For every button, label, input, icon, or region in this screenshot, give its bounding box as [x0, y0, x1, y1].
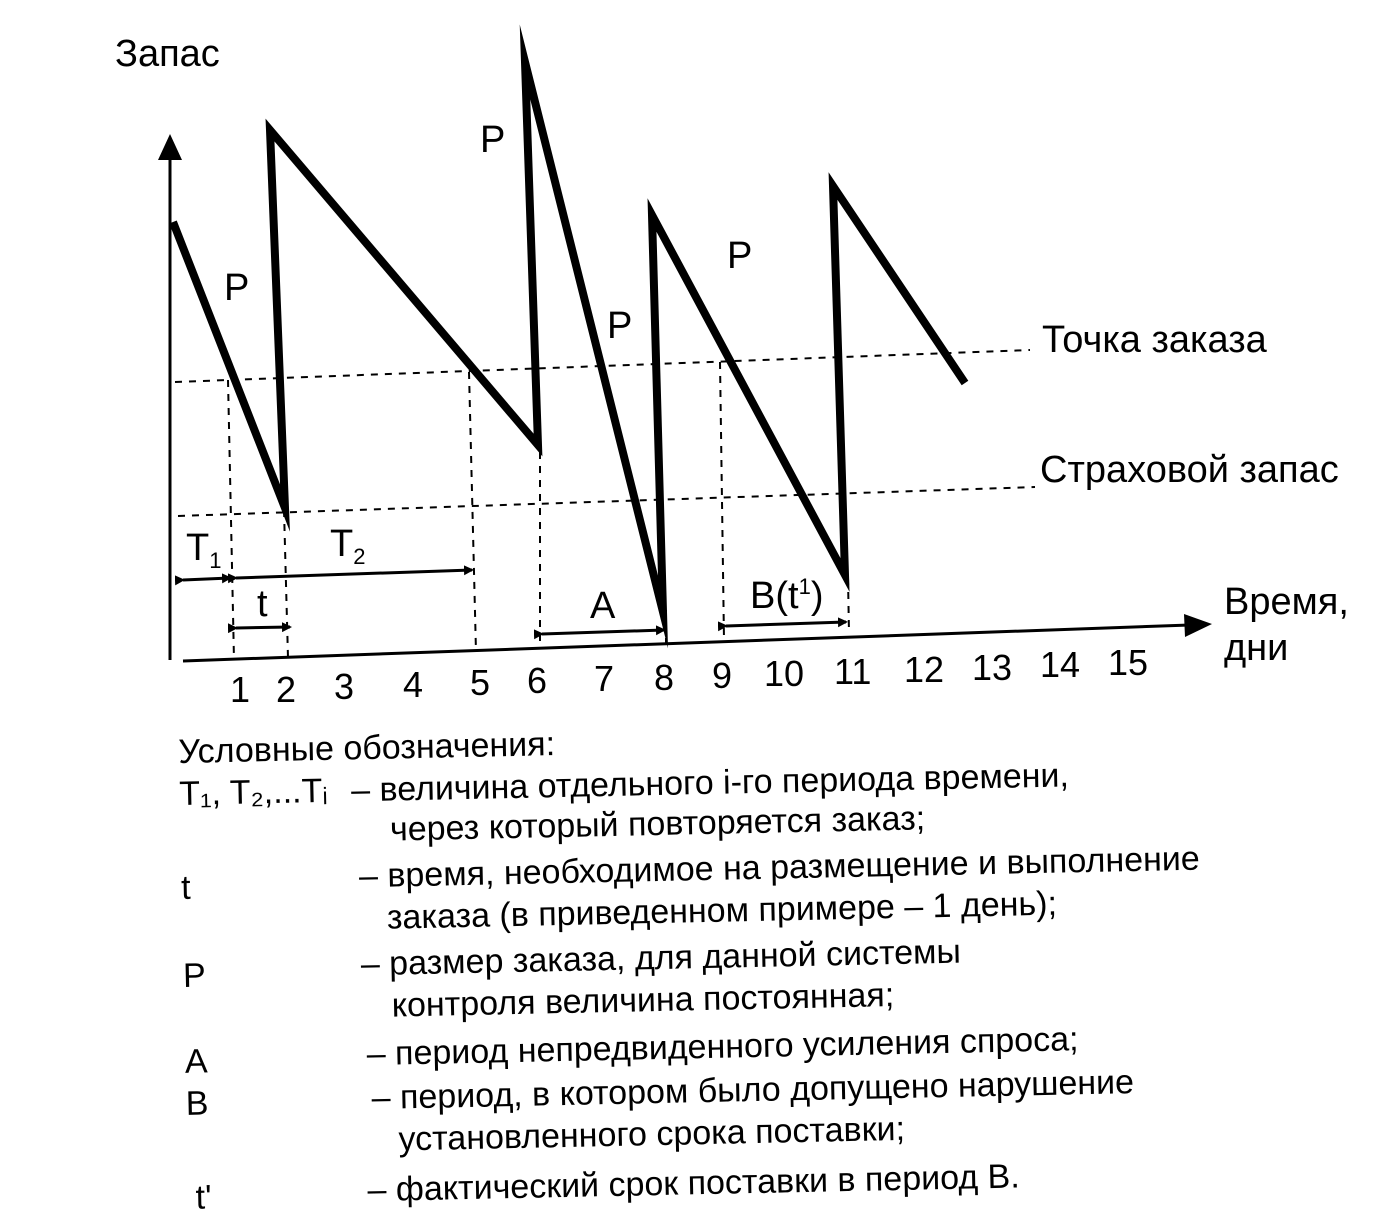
- period-a-label: A: [590, 585, 616, 627]
- x-tick-label: 9: [712, 655, 733, 696]
- x-tick-label: 1: [230, 669, 251, 710]
- lead-time-label: t: [257, 583, 268, 625]
- legend-text-cont: заказа (в приведенном примере – 1 день);: [386, 884, 1058, 937]
- safety-stock-line: [178, 487, 1035, 516]
- x-tick-label: 3: [334, 666, 355, 707]
- legend-text: – время, необходимое на размещение и выполнение: [358, 839, 1201, 896]
- x-tick-label: 4: [403, 664, 424, 705]
- x-tick-label: 15: [1108, 642, 1149, 683]
- y-axis-label: Запас: [115, 33, 220, 75]
- x-axis: [183, 625, 1190, 661]
- x-tick-label: 14: [1040, 644, 1081, 685]
- legend-symbol: T₁, T₂,...Tᵢ: [178, 771, 328, 813]
- period-t2-label: $T_2$: [330, 523, 366, 569]
- x-tick-label: 8: [654, 657, 675, 698]
- period-t1-label: $T_1$: [186, 527, 222, 573]
- x-axis-arrow-icon: [1184, 614, 1212, 637]
- order-size-label: P: [607, 305, 633, 347]
- legend-text-cont: установленного срока поставки;: [398, 1109, 906, 1159]
- safety-stock-label: Страховой запас: [1040, 449, 1339, 491]
- order-size-label: P: [224, 267, 250, 309]
- x-tick-label: 13: [972, 647, 1013, 688]
- legend-text: – период непредвиденного усиления спроса;: [366, 1020, 1079, 1074]
- legend-text-cont: контроля величина постоянная;: [391, 976, 895, 1025]
- x-tick-label: 11: [834, 651, 872, 692]
- y-axis-arrow-icon: [158, 134, 182, 160]
- legend-symbol: t': [195, 1178, 213, 1217]
- x-tick-label: 10: [764, 653, 805, 694]
- legend-text: – период, в котором было допущено нарушение: [371, 1063, 1135, 1118]
- order-size-label: P: [480, 119, 506, 161]
- reorder-point-label: Точка заказа: [1042, 319, 1267, 361]
- x-tick-label: 6: [527, 660, 548, 701]
- legend-text: – величина отдельного i-го периода времени,: [350, 756, 1070, 810]
- x-tick-label: 7: [594, 658, 615, 699]
- inventory-curve: [173, 62, 965, 612]
- legend-text-cont: через который повторяется заказ;: [389, 799, 926, 849]
- period-b-label: $B(t^1)$: [750, 574, 824, 617]
- x-axis-label-line2: дни: [1224, 627, 1289, 669]
- legend-text: – размер заказа, для данной системы: [360, 932, 962, 984]
- x-tick-labels: [230, 642, 1148, 710]
- legend-text: – фактический срок поставки в период B.: [367, 1157, 1021, 1210]
- legend-title: Условные обозначения:: [177, 725, 556, 771]
- order-size-label: P: [727, 235, 753, 277]
- legend-symbol: P: [182, 956, 207, 995]
- legend-symbol: t: [180, 868, 192, 907]
- x-tick-label: 5: [470, 662, 491, 703]
- x-tick-label: 2: [276, 669, 297, 710]
- legend-symbol: A: [184, 1042, 208, 1081]
- x-axis-label-line1: Время,: [1224, 581, 1349, 623]
- period-arrows: [183, 570, 846, 634]
- legend-symbol: B: [185, 1084, 209, 1123]
- x-tick-label: 12: [904, 649, 945, 690]
